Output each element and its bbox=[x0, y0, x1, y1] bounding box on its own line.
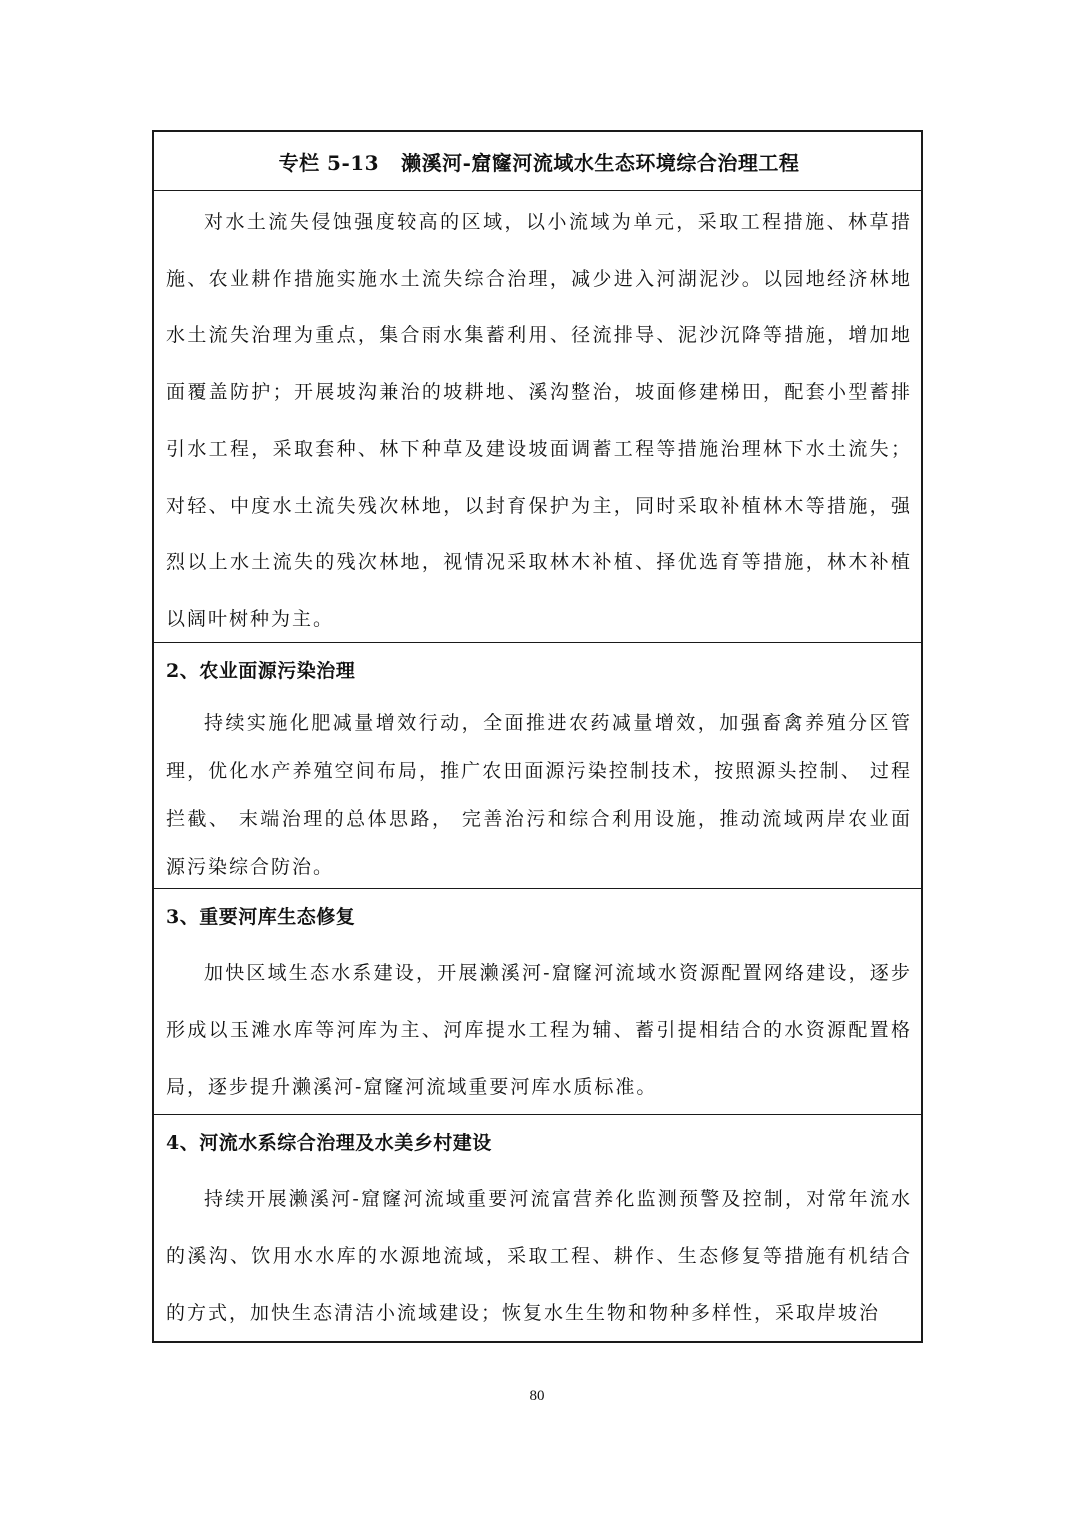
section-title: 3、重要河库生态修复 bbox=[166, 906, 356, 928]
section-paragraph: 加快区域生态水系建设，开展濑溪河-窟窿河流域水资源配置网络建设，逐步形成以玉滩水库等河库为主、河库提水工程为辅、蓄引提相结合的水资源配置格局，逐步提升濑溪河-窟窿河流域重要河库水质标准。 bbox=[166, 962, 912, 1098]
project-table bbox=[152, 130, 923, 1343]
table-header bbox=[154, 132, 921, 190]
column-number: 专栏 5-13 bbox=[278, 150, 380, 175]
section-paragraph: 对水土流失侵蚀强度较高的区域，以小流域为单元，采取工程措施、林草措施、农业耕作措施实施水土流失综合治理，减少进入河湖泥沙。以园地经济林地水土流失治理为重点，集合雨水集蓄利用、径流排导、泥沙沉降等措施，增加地面覆盖防护；开展坡沟兼治的坡耕地、溪沟整治，坡面修建梯田，配套小型蓄排引水工程，采取套种、林下种草及建设坡面调蓄工程等措施治理林下水土流失；对轻、中度水土流失残次林地，以封育保护为主，同时采取补植林木等措施，强烈以上水土流失的残次林地，视情况采取林木补植、择优选育等措施，林木补植以阔叶树种为主。 bbox=[166, 211, 912, 630]
section-water-system-village bbox=[154, 1114, 921, 1341]
section-agricultural-pollution bbox=[154, 642, 921, 888]
table-title: 濑溪河-窟窿河流域水生态环境综合治理工程 bbox=[401, 150, 800, 175]
section-soil-erosion bbox=[154, 190, 921, 642]
section-paragraph: 持续实施化肥减量增效行动，全面推进农药减量增效，加强畜禽养殖分区管理，优化水产养殖空间布局，推广农田面源污染控制技术，按照源头控制、 过程拦截、 末端治理的总体思路， 完善治污和综合利用设施，推动流域两岸农业面源污染综合防治。 bbox=[166, 712, 912, 878]
section-title: 2、农业面源污染治理 bbox=[166, 660, 356, 682]
section-river-reservoir-restoration bbox=[154, 888, 921, 1114]
page-number: 80 bbox=[529, 1388, 545, 1404]
section-title: 4、河流水系综合治理及水美乡村建设 bbox=[166, 1132, 492, 1154]
section-paragraph: 持续开展濑溪河-窟窿河流域重要河流富营养化监测预警及控制，对常年流水的溪沟、饮用水水库的水源地流域，采取工程、耕作、生态修复等措施有机结合的方式，加快生态清洁小流域建设；恢复水生生物和物种多样性，采取岸坡治 bbox=[166, 1188, 912, 1324]
